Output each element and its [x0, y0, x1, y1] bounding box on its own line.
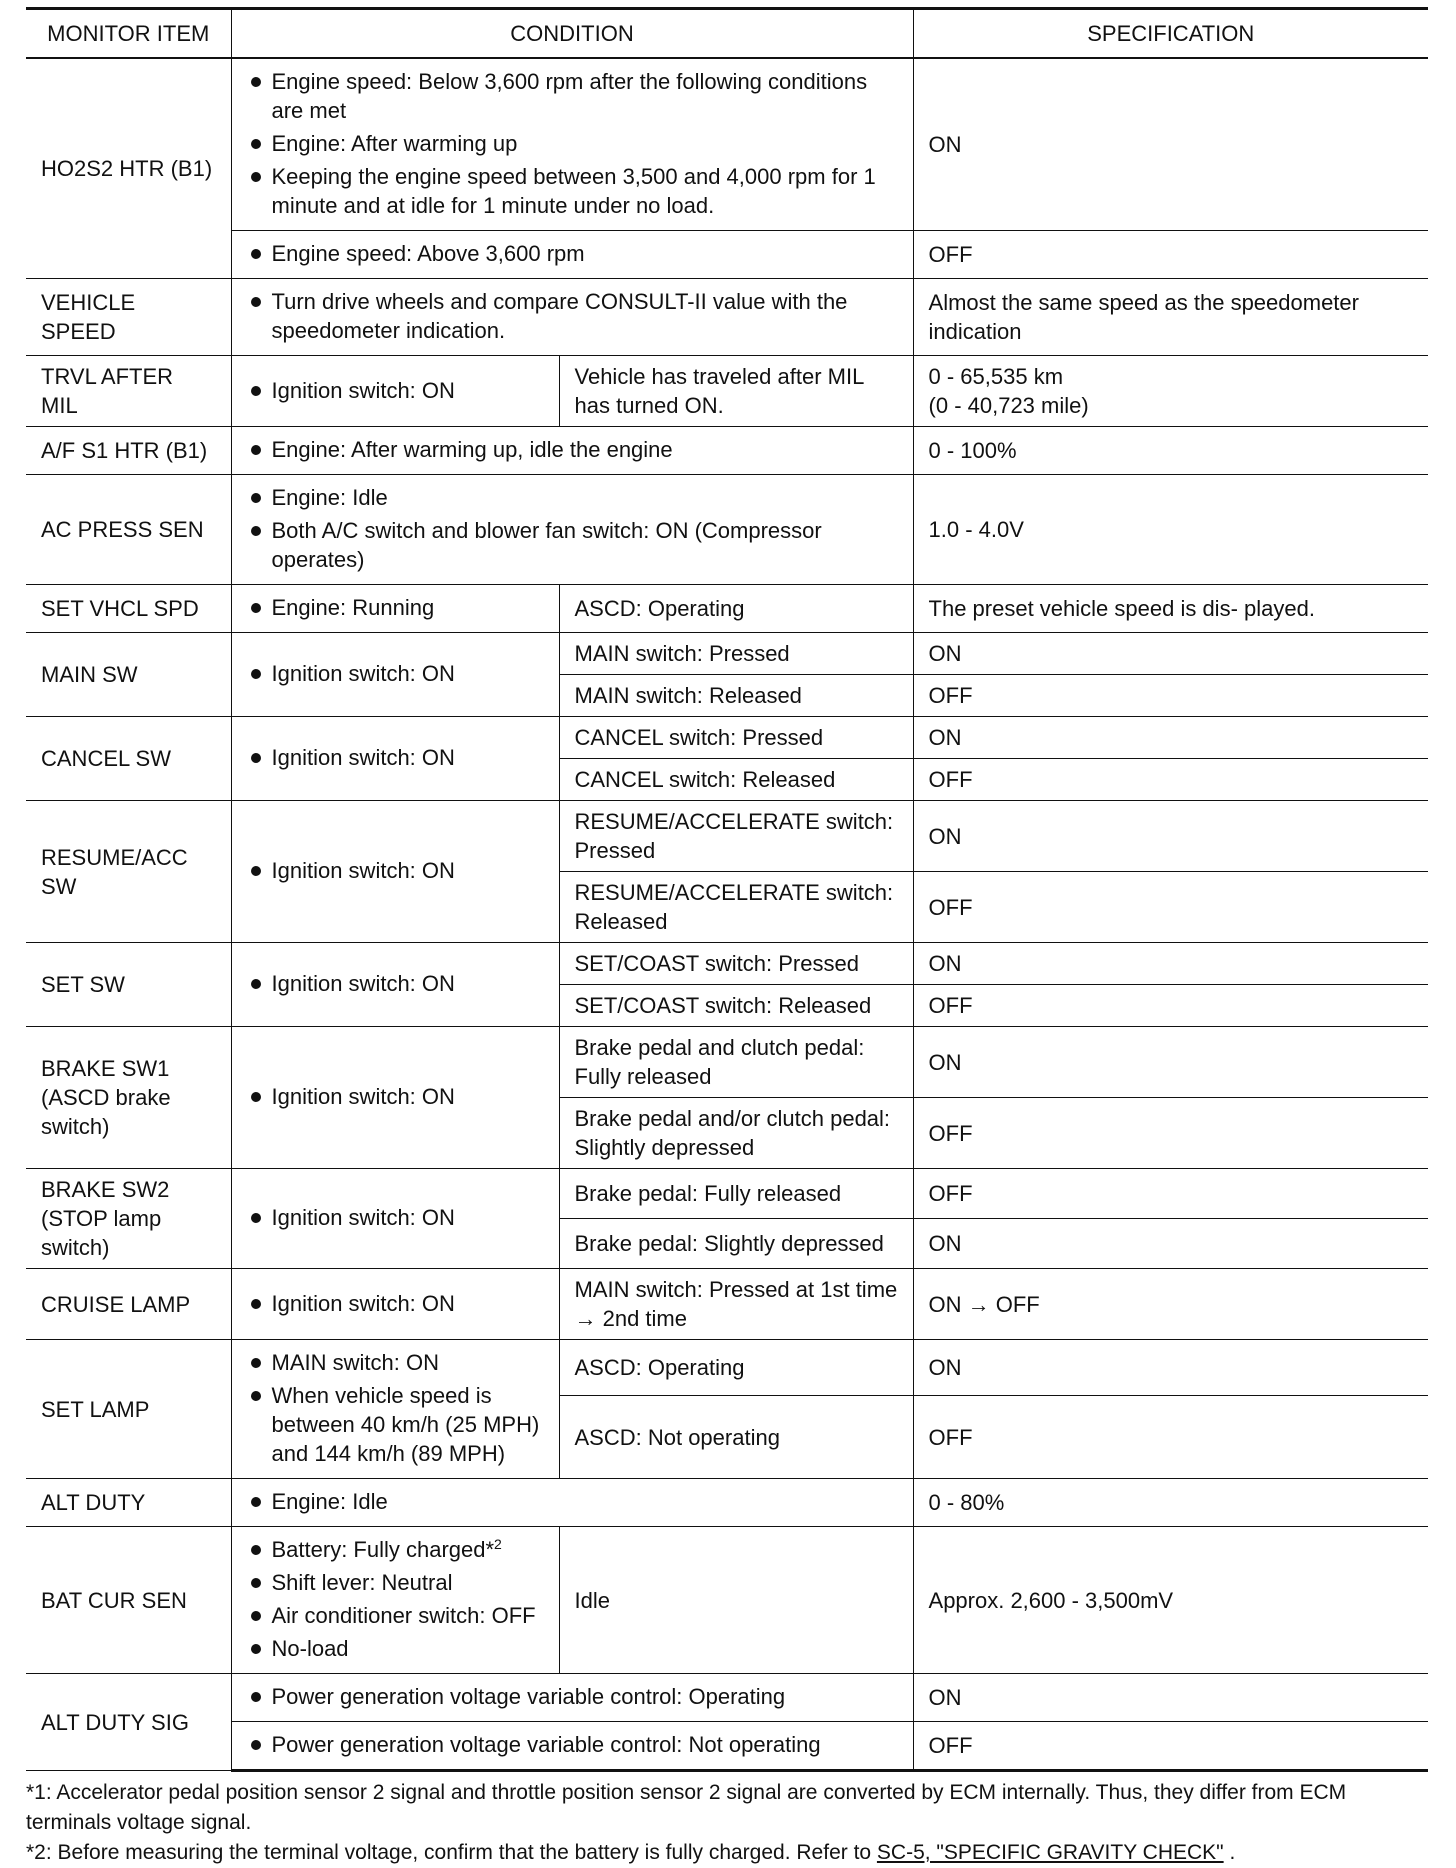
spec-cell: OFF	[913, 872, 1428, 943]
item-brake-sw1	[26, 1027, 231, 1169]
condition-bullet: Engine speed: Below 3,600 rpm after the following conditions are met	[247, 67, 898, 125]
condition-cell	[231, 943, 559, 1027]
condition-bullet	[247, 1535, 544, 1564]
table-row	[26, 633, 1428, 675]
spec-line: (0 - 40,723 mile)	[928, 393, 1089, 418]
footnote-2	[26, 1838, 1428, 1868]
monitor-spec-table	[26, 7, 1428, 1772]
spec-cell: OFF	[913, 1722, 1428, 1771]
spec-cell: 0 - 100%	[913, 427, 1428, 475]
condition-bullet: Ignition switch: ON	[247, 743, 544, 772]
item-line: (ASCD brake switch)	[41, 1085, 171, 1139]
spec-cell: ON	[913, 717, 1428, 759]
condition-bullet: Engine: After warming up	[247, 129, 898, 158]
table-row	[26, 475, 1428, 585]
item-alt-duty-sig: ALT DUTY SIG	[26, 1674, 231, 1771]
condition-cell	[231, 475, 913, 585]
item-set-vhcl-spd: SET VHCL SPD	[26, 585, 231, 633]
condition-bullet: Engine: Running	[247, 593, 544, 622]
sub-condition-cell: MAIN switch: Pressed	[559, 633, 913, 675]
condition-bullet: Both A/C switch and blower fan switch: ON (Compressor operates)	[247, 516, 898, 574]
table-row	[26, 279, 1428, 356]
item-main-sw: MAIN SW	[26, 633, 231, 717]
item-line: (STOP lamp switch)	[41, 1206, 162, 1260]
item-trvl-after-mil: TRVL AFTER MIL	[26, 356, 231, 427]
spec-cell: OFF	[913, 985, 1428, 1027]
spec-cell: ON	[913, 1027, 1428, 1098]
sub-condition-cell: SET/COAST switch: Released	[559, 985, 913, 1027]
footnote-2-text: *2: Before measuring the terminal voltage, confirm that the battery is fully charged. Refer to	[26, 1841, 877, 1864]
condition-bullet: Ignition switch: ON	[247, 969, 544, 998]
item-vehicle-speed: VEHICLE SPEED	[26, 279, 231, 356]
spec-cell: ON	[913, 943, 1428, 985]
condition-bullet: Engine: Idle	[247, 483, 898, 512]
condition-bullet: Ignition switch: ON	[247, 1289, 544, 1318]
condition-cell	[231, 801, 559, 943]
condition-cell	[231, 1169, 559, 1269]
condition-cell	[231, 1269, 559, 1340]
sub-condition-line: Fully released	[574, 1064, 712, 1089]
spec-cell: 1.0 - 4.0V	[913, 475, 1428, 585]
item-ho2s2-htr: HO2S2 HTR (B1)	[26, 58, 231, 279]
condition-bullet: Shift lever: Neutral	[247, 1568, 544, 1597]
spec-cell: OFF	[913, 675, 1428, 717]
sub-condition-line: Slightly depressed	[574, 1135, 755, 1160]
item-cancel-sw: CANCEL SW	[26, 717, 231, 801]
table-row	[26, 1027, 1428, 1098]
condition-cell	[231, 1027, 559, 1169]
item-ac-press-sen: AC PRESS SEN	[26, 475, 231, 585]
sub-condition-cell: MAIN switch: Released	[559, 675, 913, 717]
condition-cell	[231, 427, 913, 475]
specific-gravity-check-link[interactable]: SC-5, "SPECIFIC GRAVITY CHECK"	[876, 1841, 1224, 1864]
condition-text: Battery: Fully charged*	[271, 1537, 495, 1562]
sub-condition-cell	[559, 1027, 913, 1098]
item-set-lamp: SET LAMP	[26, 1340, 231, 1479]
sub-condition-line: Brake pedal and/or clutch pedal:	[574, 1106, 891, 1131]
sub-condition-cell: ASCD: Not operating	[559, 1396, 913, 1479]
spec-cell: OFF	[913, 1169, 1428, 1219]
sub-condition-line: Brake pedal and clutch pedal:	[574, 1035, 865, 1060]
item-alt-duty: ALT DUTY	[26, 1479, 231, 1527]
item-set-sw: SET SW	[26, 943, 231, 1027]
item-line: BRAKE SW2	[41, 1177, 170, 1202]
item-cruise-lamp: CRUISE LAMP	[26, 1269, 231, 1340]
sub-condition-cell	[559, 1098, 913, 1169]
sub-condition-cell: ASCD: Operating	[559, 1340, 913, 1396]
table-row	[26, 427, 1428, 475]
spec-cell: ON → OFF	[913, 1269, 1428, 1340]
sub-condition-cell: Idle	[559, 1527, 913, 1674]
condition-cell	[231, 1722, 913, 1771]
spec-cell: OFF	[913, 759, 1428, 801]
condition-bullet: Ignition switch: ON	[247, 376, 544, 405]
spec-sheet	[26, 7, 1428, 1868]
table-row	[26, 1269, 1428, 1340]
sub-condition-cell: Vehicle has traveled after MIL has turned ON.	[559, 356, 913, 427]
table-row	[26, 1169, 1428, 1219]
item-resume-acc-sw: RESUME/ACC SW	[26, 801, 231, 943]
condition-bullet: Power generation voltage variable control: Not operating	[247, 1730, 898, 1759]
sub-condition-cell: ASCD: Operating	[559, 585, 913, 633]
header-monitor-item: MONITOR ITEM	[26, 9, 231, 59]
table-row	[26, 943, 1428, 985]
table-row	[26, 356, 1428, 427]
condition-cell	[231, 231, 913, 279]
spec-cell: ON	[913, 1219, 1428, 1269]
condition-bullet: MAIN switch: ON	[247, 1348, 544, 1377]
spec-cell: The preset vehicle speed is dis- played.	[913, 585, 1428, 633]
spec-cell	[913, 356, 1428, 427]
footnote-1: *1: Accelerator pedal position sensor 2 signal and throttle position sensor 2 signal are converted by ECM internally. Thus, they differ from ECM terminals voltage signal.	[26, 1781, 1347, 1834]
spec-cell: OFF	[913, 231, 1428, 279]
spec-cell: 0 - 80%	[913, 1479, 1428, 1527]
spec-cell: ON	[913, 801, 1428, 872]
spec-cell: OFF	[913, 1396, 1428, 1479]
footnotes	[26, 1778, 1428, 1868]
condition-bullet: Ignition switch: ON	[247, 856, 544, 885]
table-row	[26, 585, 1428, 633]
sub-condition-cell: MAIN switch: Pressed at 1st time → 2nd time	[559, 1269, 913, 1340]
condition-cell	[231, 1479, 913, 1527]
sub-condition-cell: RESUME/ACCELERATE switch: Released	[559, 872, 913, 943]
sub-condition-cell: Brake pedal: Slightly depressed	[559, 1219, 913, 1269]
condition-cell	[231, 585, 559, 633]
sub-condition-cell: CANCEL switch: Released	[559, 759, 913, 801]
header-row	[26, 9, 1428, 59]
item-line: BRAKE SW1	[41, 1056, 170, 1081]
item-brake-sw2	[26, 1169, 231, 1269]
condition-cell	[231, 633, 559, 717]
item-bat-cur-sen: BAT CUR SEN	[26, 1527, 231, 1674]
condition-bullet: Engine: After warming up, idle the engine	[247, 435, 898, 464]
spec-cell: ON	[913, 1340, 1428, 1396]
table-row	[26, 717, 1428, 759]
condition-cell	[231, 58, 913, 231]
item-af-s1-htr: A/F S1 HTR (B1)	[26, 427, 231, 475]
table-row	[26, 1527, 1428, 1674]
sub-condition-cell: Brake pedal: Fully released	[559, 1169, 913, 1219]
spec-cell: Almost the same speed as the speedometer indication	[913, 279, 1428, 356]
condition-bullet: Engine speed: Above 3,600 rpm	[247, 239, 898, 268]
condition-bullet: Keeping the engine speed between 3,500 and 4,000 rpm for 1 minute and at idle for 1 minute under no load.	[247, 162, 898, 220]
table-row	[26, 1722, 1428, 1771]
condition-bullet: Ignition switch: ON	[247, 1203, 544, 1232]
condition-bullet: Ignition switch: ON	[247, 1082, 544, 1111]
condition-cell	[231, 1340, 559, 1479]
spec-cell: ON	[913, 58, 1428, 231]
sub-condition-cell: RESUME/ACCELERATE switch: Pressed	[559, 801, 913, 872]
sub-condition-cell: CANCEL switch: Pressed	[559, 717, 913, 759]
condition-cell	[231, 717, 559, 801]
spec-line: 0 - 65,535 km	[928, 364, 1064, 389]
condition-bullet: When vehicle speed is between 40 km/h (25 MPH) and 144 km/h (89 MPH)	[247, 1381, 544, 1468]
table-row	[26, 231, 1428, 279]
condition-bullet: Power generation voltage variable control: Operating	[247, 1682, 898, 1711]
condition-list	[247, 67, 898, 220]
spec-cell: OFF	[913, 1098, 1428, 1169]
spec-cell: ON	[913, 1674, 1428, 1722]
spec-cell: ON	[913, 633, 1428, 675]
condition-bullet: Engine: Idle	[247, 1487, 898, 1516]
condition-cell	[231, 1674, 913, 1722]
footnote-ref-2: 2	[494, 1536, 502, 1552]
sub-condition-cell: SET/COAST switch: Pressed	[559, 943, 913, 985]
table-row	[26, 801, 1428, 872]
condition-bullet: Ignition switch: ON	[247, 659, 544, 688]
condition-cell	[231, 1527, 559, 1674]
spec-cell: Approx. 2,600 - 3,500mV	[913, 1527, 1428, 1674]
table-row	[26, 1674, 1428, 1722]
table-row	[26, 1340, 1428, 1396]
condition-cell	[231, 279, 913, 356]
table-row	[26, 1479, 1428, 1527]
condition-bullet: Air conditioner switch: OFF	[247, 1601, 544, 1630]
header-condition: CONDITION	[231, 9, 913, 59]
condition-cell	[231, 356, 559, 427]
condition-bullet: Turn drive wheels and compare CONSULT-II value with the speedometer indication.	[247, 287, 898, 345]
condition-bullet: No-load	[247, 1634, 544, 1663]
header-specification: SPECIFICATION	[913, 9, 1428, 59]
table-row	[26, 58, 1428, 231]
footnote-2-end: .	[1223, 1841, 1236, 1864]
